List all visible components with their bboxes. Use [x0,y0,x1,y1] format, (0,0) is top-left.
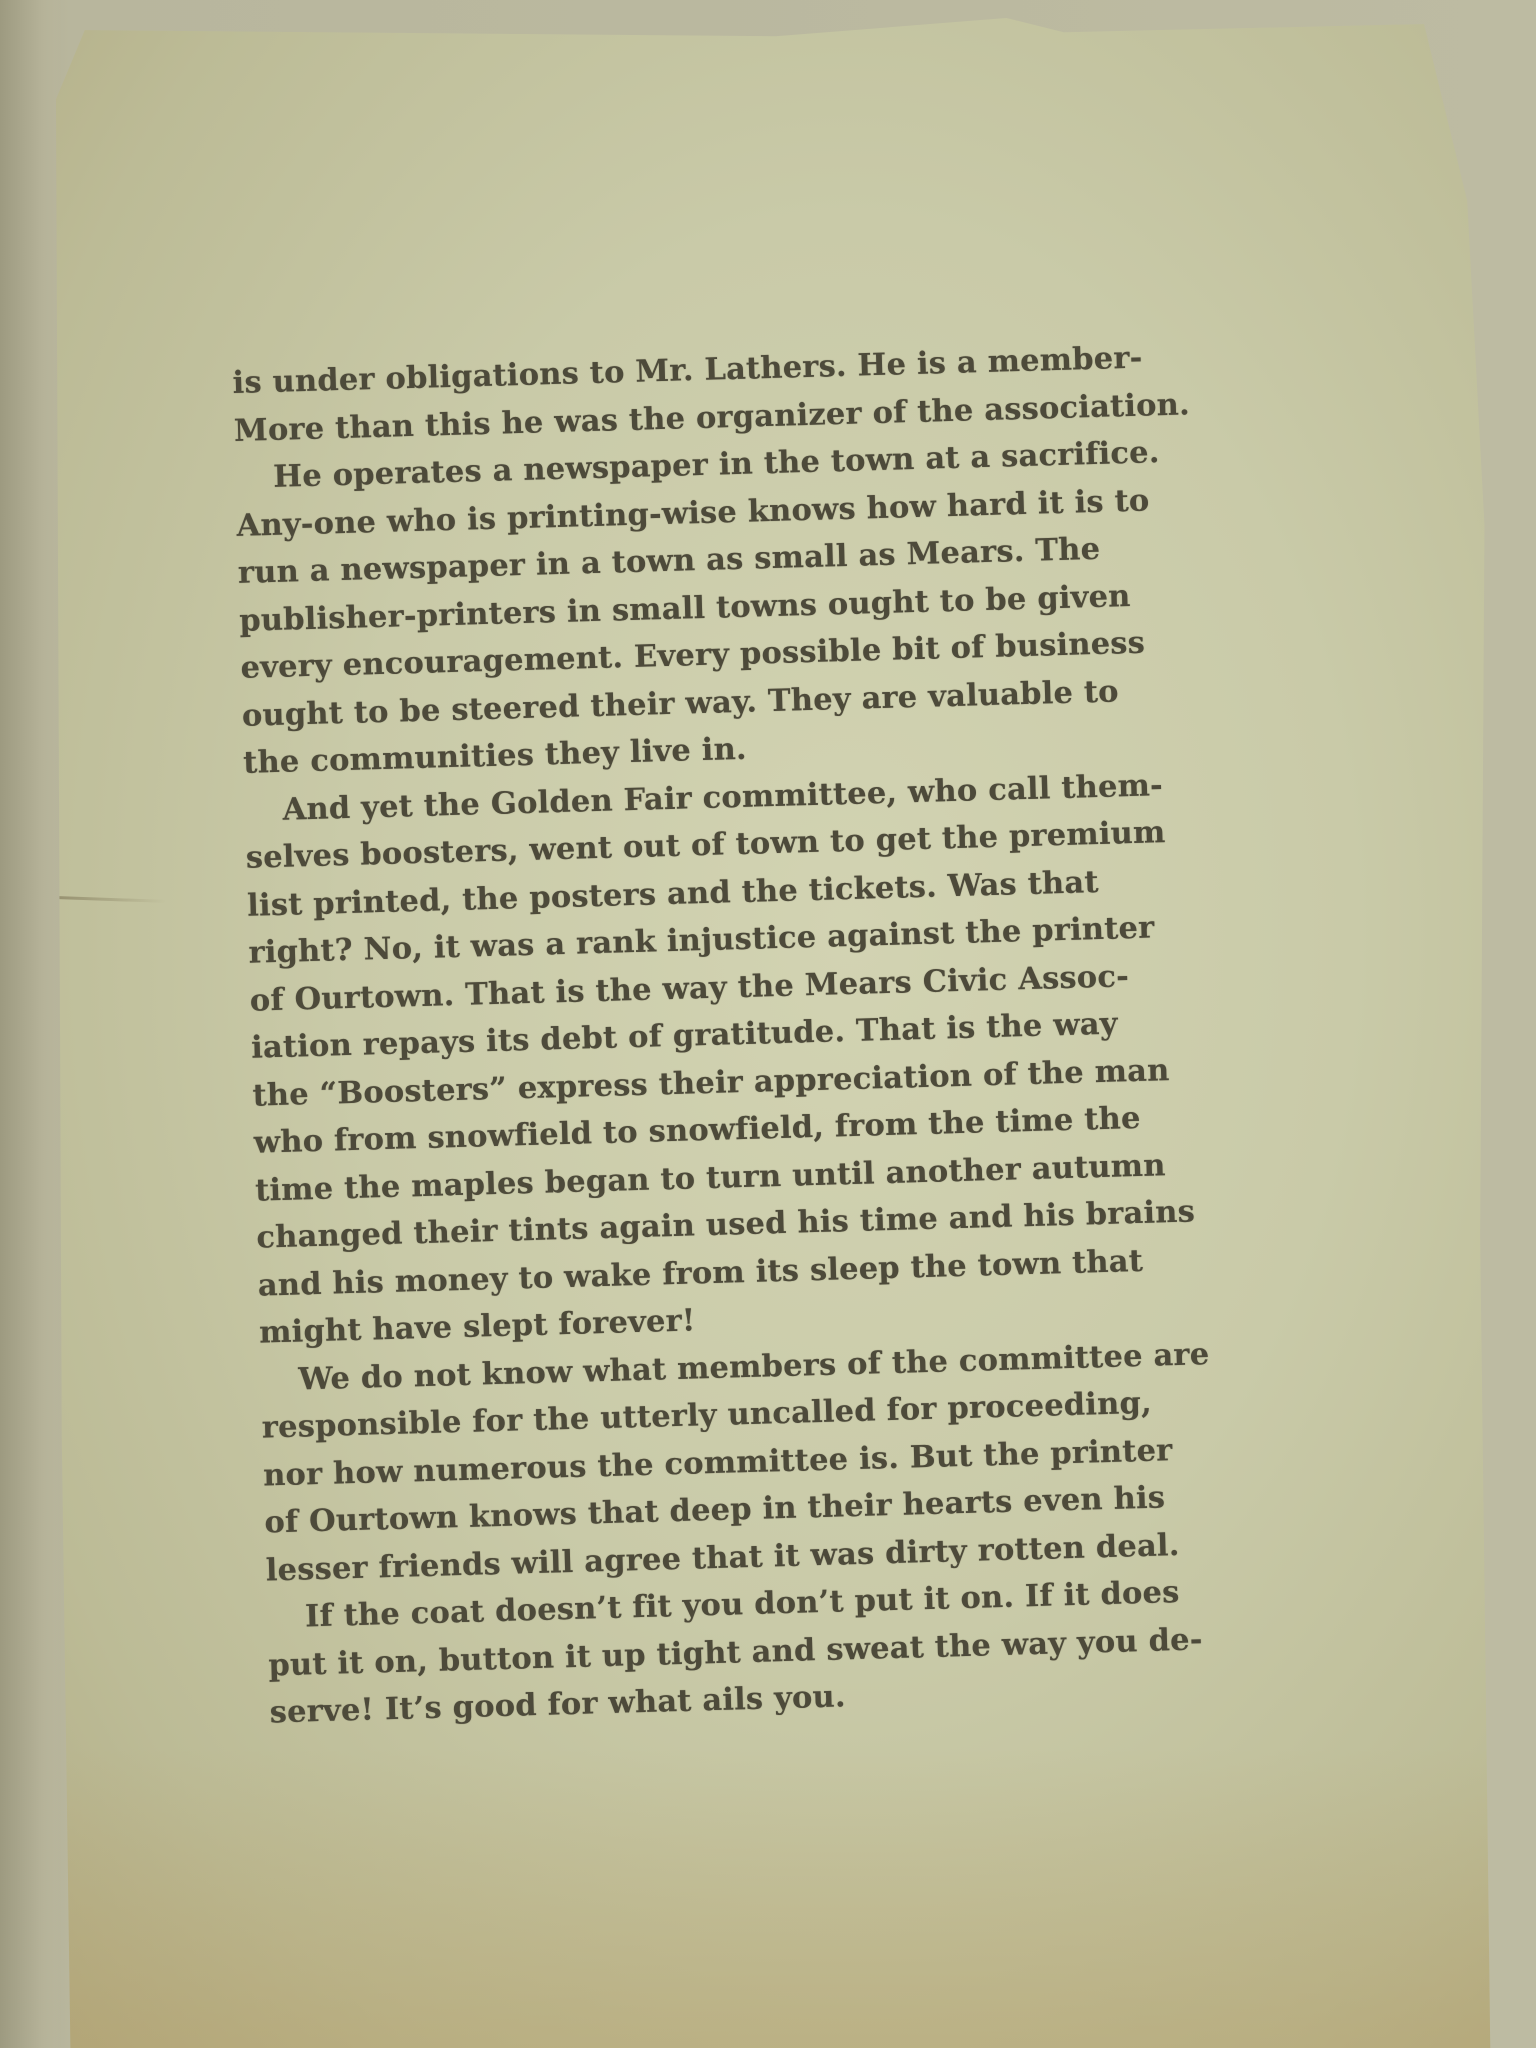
text-line-11: selves boosters, went out of town to get the premium [245,814,1166,876]
text-line-2: More than this he was the organizer of the association. [233,385,1191,449]
paper-crease [56,896,166,903]
text-line-3: He operates a newspaper in the town at a sacrifice. [272,434,1161,495]
text-line-9: the communities they live in. [242,730,748,781]
text-line-22: We do not know what members of the committee are [297,1335,1210,1398]
text-line-29: serve! It’s good for what ails you. [269,1678,847,1731]
text-line-10: And yet the Golden Fair committee, who call them- [282,766,1164,828]
text-line-17: who from snowfield to snowfield, from the time the [253,1099,1142,1161]
text-line-13: right? No, it was a rank injustice against the printer [248,909,1155,971]
text-line-18: time the maples began to turn until another autumn [254,1146,1167,1209]
text-line-4: Any-one who is printing-wise knows how hard it is to [236,481,1150,544]
text-line-27: If the coat doesn’t fit you don’t put it on. If it does [304,1574,1180,1635]
text-line-25: of Ourtown knows that deep in their hearts even his [263,1479,1166,1541]
text-line-21: might have slept forever! [258,1302,696,1351]
text-line-6: publisher-printers in small towns ought to be given [238,577,1131,639]
text-line-23: responsible for the utterly uncalled for proceeding, [261,1384,1153,1446]
text-line-24: nor how numerous the committee is. But the printer [262,1431,1173,1494]
text-line-28: put it on, button it up tight and sweat the way you de- [267,1620,1204,1683]
page-body-text [232,329,1370,1737]
text-line-7: every encouragement. Every possible bit of business [240,624,1146,686]
text-line-26: lesser friends will agree that it was dirty rotten deal. [265,1526,1181,1589]
text-line-20: and his money to wake from its sleep the town that [257,1242,1144,1304]
text-line-1: is under obligations to Mr. Lathers. He is a member- [232,339,1143,401]
text-line-19: changed their tints again used his time and his brains [256,1193,1196,1256]
text-line-12: list printed, the posters and the tickets. Was that [246,863,1100,924]
text-line-5: run a newspaper in a town as small as Mears. The [237,530,1101,591]
text-line-14: of Ourtown. That is the way the Mears Civic Assoc- [249,957,1130,1019]
text-line-8: ought to be steered their way. They are valuable to [241,672,1120,734]
text-line-15: iation repays its debt of gratitude. That is the way [250,1005,1119,1066]
text-line-16: the “Boosters” express their appreciation of the man [252,1051,1170,1114]
